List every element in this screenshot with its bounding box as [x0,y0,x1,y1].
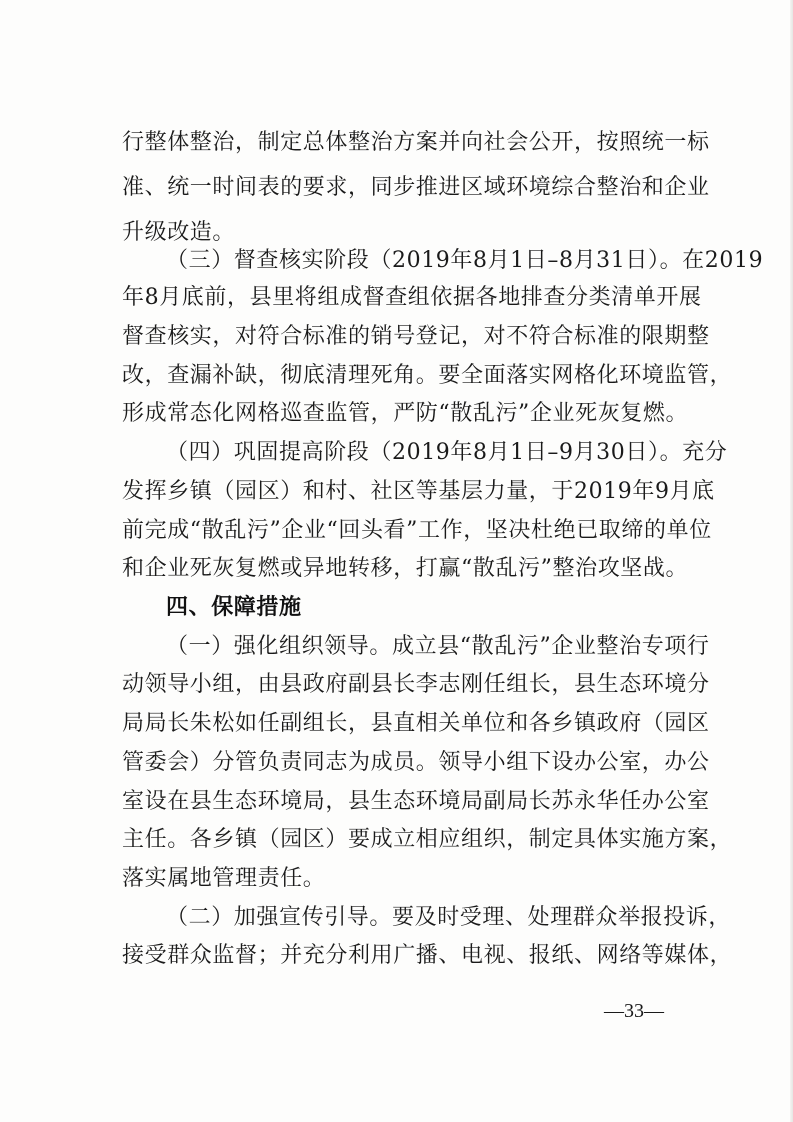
body-text-line: 形成常态化网格巡查监管，严防“散乱污”企业死灰复燃。 [122,401,689,426]
page-number: —33— [604,1000,664,1022]
body-text-line: 局局长朱松如任副组长，县直相关单位和各乡镇政府（园区 [122,711,710,736]
body-text-line: 动领导小组，由县政府副县长李志刚任组长，县生态环境分 [122,672,710,697]
body-text-line: 督查核实，对符合标准的销号登记，对不符合标准的限期整 [122,324,710,349]
body-text-line: 发挥乡镇（园区）和村、社区等基层力量，于2019年9月底 [122,479,715,504]
section-heading: 四、保障措施 [166,595,302,620]
body-text-line: 室设在县生态环境局，县生态环境局副局长苏永华任办公室 [122,789,710,814]
body-text-line: 前完成“散乱污”企业“回头看”工作，坚决杜绝已取缔的单位 [122,518,712,543]
body-text-line: 准、统一时间表的要求，同步推进区域环境综合整治和企业 [122,175,710,200]
body-text-line: 改，查漏补缺，彻底清理死角。要全面落实网格化环境监管， [122,363,733,388]
body-text-line: 升级改造。 [122,220,236,245]
body-text-line: 年8月底前，县里将组成督查组依据各地排查分类清单开展 [122,285,702,310]
section-item-heading-line: （二）加强宣传引导。要及时受理、处理群众举报投诉， [166,905,732,930]
body-text-line: 管委会）分管负责同志为成员。领导小组下设办公室，办公 [122,750,710,775]
body-text-line: 主任。各乡镇（园区）要成立相应组织，制定具体实施方案， [122,827,733,852]
section-item-heading-line: （四）巩固提高阶段（2019年8月1日–9月30日）。充分 [166,440,728,465]
body-text-line: 接受群众监督；并充分利用广播、电视、报纸、网络等媒体， [122,943,733,968]
body-text-line: 落实属地管理责任。 [122,866,326,891]
section-item-heading-line: （三）督查核实阶段（2019年8月1日–8月31日）。在2019 [166,248,764,273]
section-item-heading-line: （一）强化组织领导。成立县“散乱污”企业整治专项行 [166,634,710,659]
body-text-line: 行整体整治，制定总体整治方案并向社会公开，按照统一标 [122,130,710,155]
body-text-line: 和企业死灰复燃或异地转移，打赢“散乱污”整治攻坚战。 [122,556,689,581]
